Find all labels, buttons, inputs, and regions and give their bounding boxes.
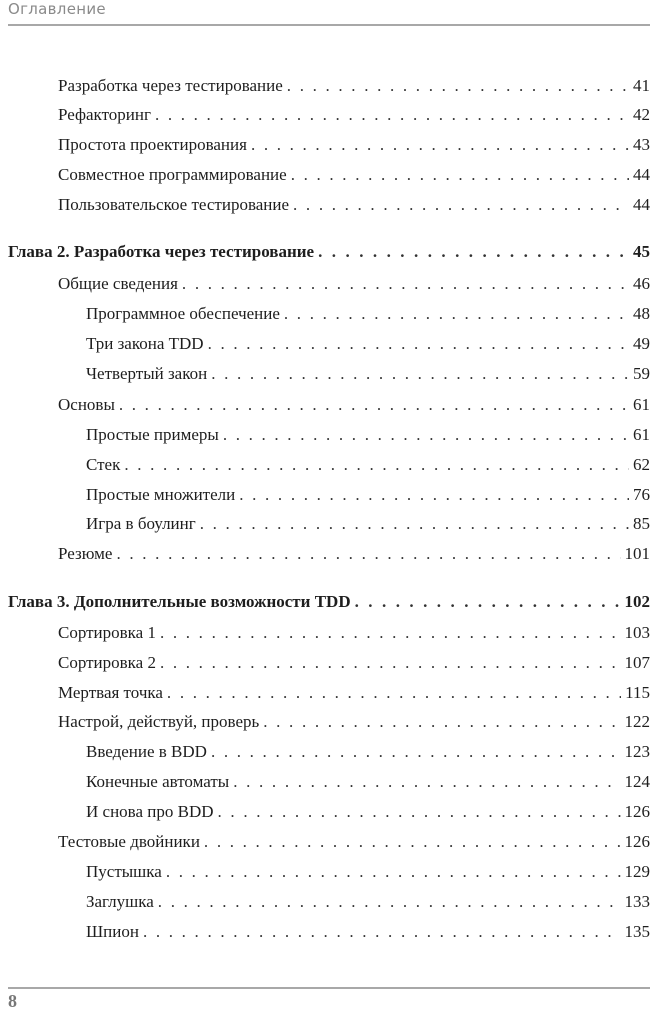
toc-entry	[0, 622, 656, 644]
toc-entry	[0, 333, 656, 355]
toc-entry	[0, 303, 656, 325]
toc-entry-title: Стек	[86, 455, 121, 474]
toc-entry-page: 61	[633, 425, 650, 444]
toc-entry-title: Настрой, действуй, проверь	[58, 712, 260, 731]
toc-entry-title: Совместное программирование	[58, 165, 287, 184]
dot-leader	[182, 273, 629, 295]
toc-entry-title: Шпион	[86, 922, 139, 941]
page-number: 8	[8, 991, 17, 1011]
toc-entry	[0, 543, 656, 565]
toc-entry-page: 124	[624, 772, 650, 791]
toc-entry-title: Программное обеспечение	[86, 304, 280, 323]
toc-entry-page: 102	[624, 592, 650, 611]
toc-entry	[0, 363, 656, 385]
toc-entry-page: 103	[624, 623, 650, 642]
toc-entry-title: Простые множители	[86, 485, 236, 504]
toc-entry	[0, 424, 656, 446]
toc-entry-page: 46	[633, 274, 650, 293]
toc-entry	[0, 273, 656, 295]
toc-entry-title: Четвертый закон	[86, 364, 208, 383]
toc-entry-page: 44	[633, 165, 650, 184]
toc-entry	[0, 831, 656, 853]
toc-entry-page: 122	[624, 712, 650, 731]
toc-entry-title: Сортировка 1	[58, 623, 156, 642]
toc-entry-page: 49	[633, 334, 650, 353]
toc-entry	[0, 861, 656, 883]
toc-entry-title: Введение в BDD	[86, 742, 207, 761]
toc-entry	[0, 164, 656, 186]
toc-entry-page: 126	[624, 802, 650, 821]
toc-entry	[0, 921, 656, 943]
dot-leader	[116, 543, 620, 565]
toc-entry-title: Сортировка 2	[58, 653, 156, 672]
dot-leader	[166, 861, 621, 883]
dot-leader	[208, 333, 629, 355]
toc-entry-title: Три закона TDD	[86, 334, 204, 353]
dot-leader	[218, 801, 621, 823]
dot-leader	[293, 194, 629, 216]
dot-leader	[223, 424, 629, 446]
toc-entry	[0, 741, 656, 763]
toc-entry-page: 133	[624, 892, 650, 911]
toc-entry-title: Глава 3. Дополнительные возможности TDD	[8, 592, 351, 611]
toc-entry-page: 48	[633, 304, 650, 323]
toc-entry-page: 45	[633, 242, 650, 261]
toc-entry	[0, 484, 656, 506]
footer-divider	[8, 987, 650, 989]
toc-entry	[0, 711, 656, 733]
toc-entry-title: Конечные автоматы	[86, 772, 230, 791]
dot-leader	[158, 891, 621, 913]
dot-leader	[211, 741, 621, 763]
toc-entry-title: Основы	[58, 395, 115, 414]
dot-leader	[233, 771, 620, 793]
dot-leader	[155, 104, 629, 126]
header-divider	[8, 24, 650, 26]
toc-entry-page: 59	[633, 364, 650, 383]
toc-entry	[0, 75, 656, 97]
toc-entry-page: 107	[624, 653, 650, 672]
running-header-title: Оглавление	[8, 0, 106, 18]
toc-entry-page: 115	[625, 683, 650, 702]
dot-leader	[143, 921, 621, 943]
dot-leader	[251, 134, 629, 156]
toc-entry	[0, 513, 656, 535]
toc-entry	[0, 771, 656, 793]
dot-leader	[239, 484, 629, 506]
toc-entry-page: 101	[624, 544, 650, 563]
toc-entry-page: 126	[624, 832, 650, 851]
toc-entry-title: Глава 2. Разработка через тестирование	[8, 242, 315, 261]
dot-leader	[160, 652, 621, 674]
toc-entry-title: И снова про BDD	[86, 802, 214, 821]
toc-entry-page: 42	[633, 105, 650, 124]
toc-entry	[0, 194, 656, 216]
toc-entry-title: Разработка через тестирование	[58, 76, 283, 95]
toc-entry-page: 76	[633, 485, 650, 504]
toc-entry-page: 61	[633, 395, 650, 414]
toc-entry	[0, 652, 656, 674]
toc-entry	[0, 454, 656, 476]
toc-entry-page: 135	[624, 922, 650, 941]
toc-entry-title: Игра в боулинг	[86, 514, 196, 533]
dot-leader	[318, 241, 629, 263]
toc-entry-page: 85	[633, 514, 650, 533]
toc-entry-page: 44	[633, 195, 650, 214]
toc-entry-title: Резюме	[58, 544, 113, 563]
toc-entry	[0, 891, 656, 913]
dot-leader	[200, 513, 629, 535]
toc-chapter-entry	[0, 241, 656, 263]
toc-entry-title: Простота проектирования	[58, 135, 247, 154]
toc-entry-title: Простые примеры	[86, 425, 219, 444]
dot-leader	[204, 831, 621, 853]
dot-leader	[124, 454, 629, 476]
dot-leader	[160, 622, 621, 644]
toc-entry	[0, 801, 656, 823]
toc-entry-page: 41	[633, 76, 650, 95]
toc-entry-title: Мертвая точка	[58, 683, 163, 702]
toc-entry-title: Рефакторинг	[58, 105, 151, 124]
toc-entry	[0, 104, 656, 126]
dot-leader	[119, 394, 629, 416]
dot-leader	[263, 711, 620, 733]
dot-leader	[355, 591, 621, 613]
toc-entry-page: 62	[633, 455, 650, 474]
dot-leader	[167, 682, 621, 704]
dot-leader	[287, 75, 629, 97]
toc-entry-page: 123	[624, 742, 650, 761]
toc-entry-title: Пользовательское тестирование	[58, 195, 290, 214]
toc-entry	[0, 134, 656, 156]
toc-entry-page: 129	[624, 862, 650, 881]
dot-leader	[291, 164, 629, 186]
toc-entry-title: Заглушка	[86, 892, 154, 911]
dot-leader	[284, 303, 629, 325]
toc-entry	[0, 394, 656, 416]
toc-chapter-entry	[0, 591, 656, 613]
toc-entry-page: 43	[633, 135, 650, 154]
toc-entry-title: Тестовые двойники	[58, 832, 200, 851]
toc-entry-title: Пустышка	[86, 862, 162, 881]
toc-entry-title: Общие сведения	[58, 274, 178, 293]
toc-entry	[0, 682, 656, 704]
dot-leader	[211, 363, 629, 385]
